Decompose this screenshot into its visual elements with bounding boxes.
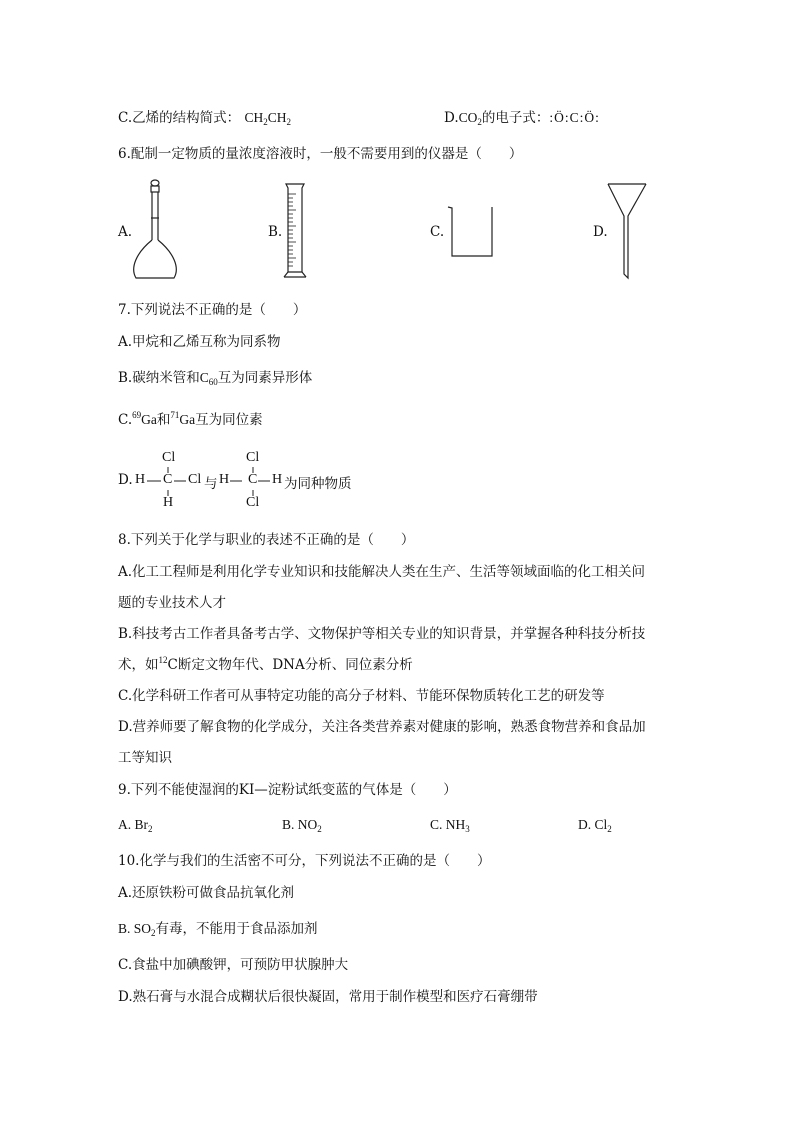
mol2-cl-bottom: Cl [246,495,260,510]
q8-option-c: C.化学科研工作者可从事特定功能的高分子材料、节能环保物质转化工艺的研发等 [118,688,605,704]
q7-option-a: A.甲烷和乙烯互称为同系物 [118,334,281,350]
q5-option-c-formula: $CH_2CH_2$ [244,110,291,127]
q6-label-b: B. [268,224,283,240]
q10-option-b: B. $SO_2$有毒，不能用于食品添加剂 [118,921,318,938]
q8-option-d-line2: 工等知识 [118,750,172,766]
q7-option-c: C.$^{69}$Ga和$^{71}$Ga互为同位素 [118,410,263,428]
q5-option-d-label: D. [444,110,459,126]
mol1-cl-top: Cl [162,450,176,465]
q7-stem: 7.下列说法不正确的是（ ） [118,302,307,318]
mol1-h-left: H [135,472,146,487]
q8-option-b-line2: 术，如$^{12}$C断定文物年代、DNA分析、同位素分析 [118,655,413,673]
co2-electron-formula: :Ö:C:Ö: [549,110,600,125]
q6-label-a: A. [118,224,133,240]
q10-option-d: D.熟石膏与水混合成糊状后很快凝固，常用于制作模型和医疗石膏绷带 [118,989,538,1005]
q6-label-c: C. [430,224,445,240]
q7-option-d-yu: 与 [204,476,218,492]
q5-option-d-suffix: 的电子式： [481,110,550,126]
q7-option-b: B.碳纳米管和$C_{60}$互为同素异形体 [118,370,313,387]
mol1-cl-right: Cl [188,472,202,487]
q5-option-d-co2: $CO_2$ [458,110,482,127]
mol2-h-left: H [219,472,230,487]
q8-option-b-line1: B.科技考古工作者具备考古学、文物保护等相关专业的知识背景，并掌握各种科技分析技 [118,626,646,642]
q9-option-d: D. $Cl_2$ [578,817,612,834]
q10-option-a: A.还原铁粉可做食品抗氧化剂 [118,885,295,901]
mol2-c-center: C [248,472,258,487]
q8-stem: 8.下列关于化学与职业的表述不正确的是（ ） [118,532,415,548]
q8-option-a-line2: 题的专业技术人才 [118,595,226,611]
mol1-h-bottom: H [163,495,174,510]
q9-option-b: B. $NO_2$ [282,817,322,834]
q6-stem: 6.配制一定物质的量浓度溶液时，一般不需要用到的仪器是（ ） [118,146,523,162]
q10-option-c: C.食盐中加碘酸钾，可预防甲状腺肿大 [118,957,349,973]
q9-option-c: C. $NH_3$ [430,817,470,834]
q10-stem: 10.化学与我们的生活密不可分，下列说法不正确的是（ ） [118,853,491,869]
q7-option-d-suffix: 为同种物质 [284,476,352,492]
q9-option-a: A. $Br_2$ [118,817,153,834]
mol1-c-center: C [163,472,173,487]
mol2-cl-top: Cl [246,450,260,465]
q6-label-d: D. [593,224,608,240]
q9-stem: 9.下列不能使湿润的KI—淀粉试纸变蓝的气体是（ ） [118,782,457,798]
mol2-h-right: H [272,472,283,487]
q7-option-d-label: D. [118,472,133,488]
q8-option-d-line1: D.营养师要了解食物的化学成分，关注各类营养素对健康的影响，熟悉食物营养和食品加 [118,719,646,735]
q5-option-c-label: C.乙烯的结构简式： [118,110,241,126]
q8-option-a-line1: A.化工工程师是利用化学专业知识和技能解决人类在生产、生活等领域面临的化工相关问 [118,564,646,580]
